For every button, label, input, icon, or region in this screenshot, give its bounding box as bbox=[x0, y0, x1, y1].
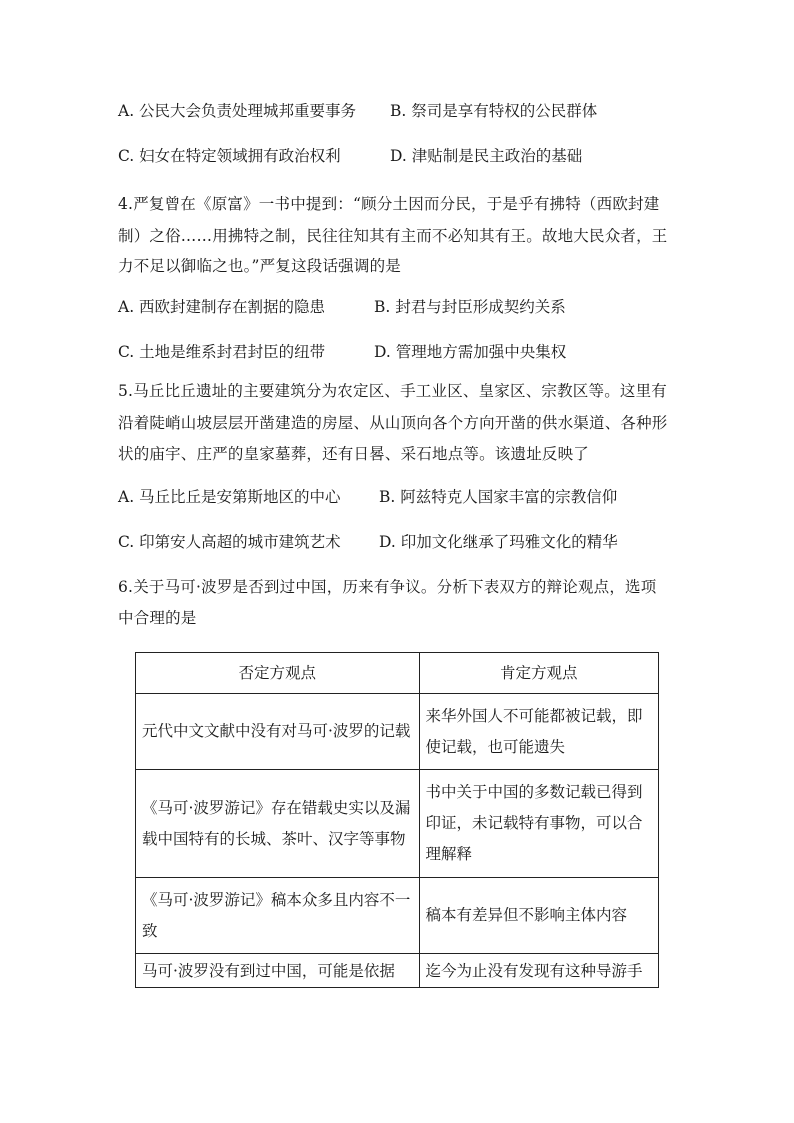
q4-option-a[interactable]: A. 西欧封建制存在割据的隐患 bbox=[118, 298, 326, 316]
table-cell-positive: 迄今为止没有发现有这种导游手 bbox=[419, 954, 658, 988]
q3-option-b[interactable]: B. 祭司是享有特权的公民群体 bbox=[390, 102, 598, 120]
table-row bbox=[136, 954, 659, 988]
table-cell-negative: 马可·波罗没有到过中国，可能是依据 bbox=[136, 954, 420, 988]
q6-stem-line: 6.关于马可·波罗是否到过中国，历来有争议。分析下表双方的辩论观点，选项 bbox=[118, 578, 657, 596]
q4-stem-line: 力不足以御临之也。”严复这段话强调的是 bbox=[118, 257, 401, 275]
q3-option-d[interactable]: D. 津贴制是民主政治的基础 bbox=[390, 147, 583, 165]
table-cell-negative: 《马可·波罗游记》稿本众多且内容不一致 bbox=[136, 878, 420, 954]
table-row bbox=[136, 770, 659, 878]
q5-option-c[interactable]: C. 印第安人高超的城市建筑艺术 bbox=[118, 533, 341, 551]
q4-stem-line: 制）之俗……用拂特之制，民往往知其有主而不必知其有王。故地大民众者，王 bbox=[118, 227, 668, 245]
q6-stem-line: 中合理的是 bbox=[118, 609, 197, 627]
q4-stem-line: 4.严复曾在《原富》一书中提到：“顾分土因而分民，于是乎有拂特（西欧封建 bbox=[118, 195, 660, 213]
q5-stem-line: 沿着陡峭山坡层层开凿建造的房屋、从山顶向各个方向开凿的供水渠道、各种形 bbox=[118, 414, 668, 432]
table-header-row bbox=[136, 653, 659, 694]
q5-stem-line: 5.马丘比丘遗址的主要建筑分为农定区、手工业区、皇家区、宗教区等。这里有 bbox=[118, 382, 667, 400]
table-cell-negative: 元代中文文献中没有对马可·波罗的记载 bbox=[136, 694, 420, 770]
table-header-negative: 否定方观点 bbox=[136, 653, 420, 694]
table-header-positive: 肯定方观点 bbox=[419, 653, 658, 694]
q3-option-a[interactable]: A. 公民大会负责处理城邦重要事务 bbox=[118, 102, 357, 120]
table-cell-positive: 稿本有差异但不影响主体内容 bbox=[419, 878, 658, 954]
q5-stem-line: 状的庙宇、庄严的皇家墓葬，还有日晷、采石地点等。该遗址反映了 bbox=[118, 445, 590, 463]
table-cell-positive: 来华外国人不可能都被记载，即使记载，也可能遗失 bbox=[419, 694, 658, 770]
q4-option-d[interactable]: D. 管理地方需加强中央集权 bbox=[374, 343, 567, 361]
table-cell-positive: 书中关于中国的多数记载已得到印证，未记载特有事物，可以合理解释 bbox=[419, 770, 658, 878]
q6-debate-table bbox=[135, 652, 659, 988]
q4-option-b[interactable]: B. 封君与封臣形成契约关系 bbox=[374, 298, 566, 316]
table-row bbox=[136, 694, 659, 770]
q5-option-d[interactable]: D. 印加文化继承了玛雅文化的精华 bbox=[379, 533, 618, 551]
q3-option-c[interactable]: C. 妇女在特定领域拥有政治权利 bbox=[118, 147, 341, 165]
q4-option-c[interactable]: C. 土地是维系封君封臣的纽带 bbox=[118, 343, 326, 361]
table-cell-negative: 《马可·波罗游记》存在错载史实以及漏载中国特有的长城、茶叶、汉字等事物 bbox=[136, 770, 420, 878]
q5-option-a[interactable]: A. 马丘比丘是安第斯地区的中心 bbox=[118, 488, 341, 506]
table-row bbox=[136, 878, 659, 954]
q5-option-b[interactable]: B. 阿兹特克人国家丰富的宗教信仰 bbox=[379, 488, 618, 506]
